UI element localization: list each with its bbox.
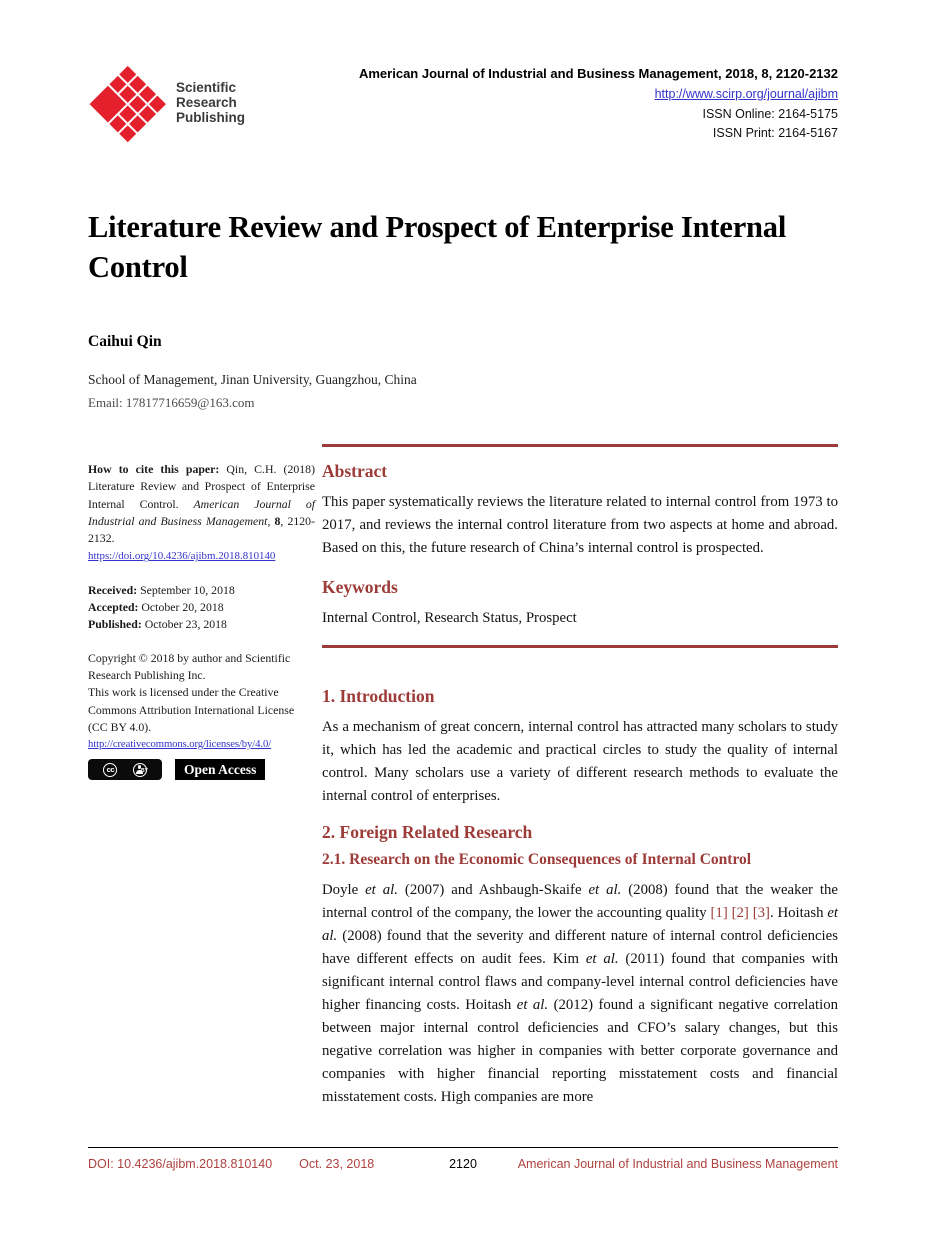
- copyright-line: Copyright © 2018 by author and Scientific Research Publishing Inc.: [88, 650, 291, 682]
- footer-doi: DOI: 10.4236/ajibm.2018.810140: [88, 1157, 273, 1171]
- cite-text: Qin, C.H. (2018) Literature Review and Prospect of Enterprise Internal Control.: [88, 462, 315, 511]
- publisher-name: [176, 80, 245, 125]
- abstract-rule-top: [322, 444, 838, 447]
- introduction-heading: 1. Introduction: [322, 686, 435, 706]
- license-line: This work is licensed under the Creative Commons Attribution International License (CC BY 4.0).: [88, 685, 295, 734]
- abstract-rule-bottom: [322, 645, 838, 648]
- doi-link[interactable]: https://doi.org/10.4236/ajibm.2018.810140: [88, 550, 276, 563]
- cite-volume: 8: [274, 513, 281, 528]
- cc-icon: [103, 763, 117, 777]
- published-date: [88, 616, 315, 633]
- cite-pages: , 2120-2132.: [88, 513, 316, 546]
- open-access-badge[interactable]: Open Access: [175, 759, 265, 780]
- cite-journal: American Journal of Industrial and Business Management,: [88, 496, 315, 528]
- copyright-notice: [88, 650, 315, 754]
- footer-page-number: 2120: [449, 1157, 477, 1171]
- issn-online: ISSN Online: 2164-5175: [702, 107, 838, 121]
- diamond-grid: [90, 66, 166, 142]
- published-label: Published:: [88, 617, 145, 632]
- journal-citation-line: American Journal of Industrial and Business Management, 2018, 8, 2120-2132: [358, 66, 838, 81]
- metadata-sidebar: [88, 444, 315, 780]
- section21-text: Doyle et al. (2007) and Ashbaugh-Skaife et al. (2008) found that the weaker the internal control of the company, the lower the accounting quality [1] [2] [3]. Hoitash et al. (2008) found that the severity and different nature of internal control deficiencies have different effects on audit fees. Kim et al. (2011) found that companies with significant internal control flaws and company-level internal control deficiencies have higher financing costs. Hoitash et al. (2012) found a significant negative correlation between major internal control deficiencies and CFO’s salary changes, but this negative correlation was higher in companies with better corporate governance and companies with higher financial reporting misstatement costs and financial misstatement costs. High companies are more: [322, 882, 839, 1105]
- scirp-diamond-icon: [88, 64, 168, 144]
- journal-url-link[interactable]: http://www.scirp.org/journal/ajibm: [654, 87, 838, 101]
- accepted-value: October 20, 2018: [141, 600, 224, 615]
- received-value: September 10, 2018: [140, 582, 235, 597]
- main-column: [322, 444, 838, 1109]
- section2-heading: 2. Foreign Related Research: [322, 822, 533, 842]
- received-label: Received:: [88, 582, 141, 597]
- page-content: [88, 0, 838, 1109]
- cc-by-badge[interactable]: [88, 759, 162, 780]
- section21-heading: 2.1. Research on the Economic Consequences of Internal Control: [322, 851, 752, 868]
- footer-journal-name: American Journal of Industrial and Business Management: [517, 1157, 838, 1171]
- accepted-label: Accepted:: [88, 600, 142, 615]
- journal-info: [359, 64, 838, 145]
- header: [88, 64, 838, 145]
- body-columns: [88, 444, 838, 1109]
- scirp-logo: [88, 64, 245, 144]
- received-date: [88, 582, 315, 599]
- by-label: BY: [141, 768, 148, 775]
- abstract-text: This paper systematically reviews the literature related to internal control from 1973 to 2017, and reviews the internal control literature from two aspects at home and abroad. Based on this, the future research of China’s internal control is prospected.: [322, 494, 838, 556]
- article-dates: [88, 582, 315, 634]
- keywords-text: Internal Control, Research Status, Prospect: [322, 610, 577, 626]
- cc-icon-label: cc: [106, 765, 114, 775]
- page-footer: [88, 1147, 838, 1171]
- author-name: Caihui Qin: [88, 333, 162, 350]
- footer-date: Oct. 23, 2018: [299, 1157, 375, 1171]
- accepted-date: [88, 599, 315, 616]
- brand-line: Scientific: [176, 80, 237, 95]
- abstract-heading: Abstract: [322, 461, 388, 481]
- license-badges: [88, 759, 315, 780]
- footer-left: [88, 1157, 449, 1171]
- cc-license-link[interactable]: http://creativecommons.org/licenses/by/4.0/: [88, 738, 272, 751]
- author-affiliation: School of Management, Jinan University, Guangzhou, China: [88, 372, 417, 387]
- published-value: October 23, 2018: [144, 617, 227, 632]
- keywords-heading: Keywords: [322, 577, 398, 597]
- introduction-text: As a mechanism of great concern, internal control has attracted many scholars to study it, which has led the academic and practical circles to study the quality of internal control. Many scholars use a variety of different research methods to evaluate the internal control of enterprises.: [322, 719, 838, 804]
- brand-line: Publishing: [176, 110, 245, 125]
- how-to-cite-label: How to cite this paper:: [88, 462, 227, 476]
- issn-print: ISSN Print: 2164-5167: [712, 126, 838, 140]
- how-to-cite: [88, 461, 315, 547]
- brand-line: Research: [176, 95, 237, 110]
- page-title: Literature Review and Prospect of Enterprise Internal Control: [88, 210, 787, 284]
- author-email: Email: 17817716659@163.com: [88, 395, 255, 410]
